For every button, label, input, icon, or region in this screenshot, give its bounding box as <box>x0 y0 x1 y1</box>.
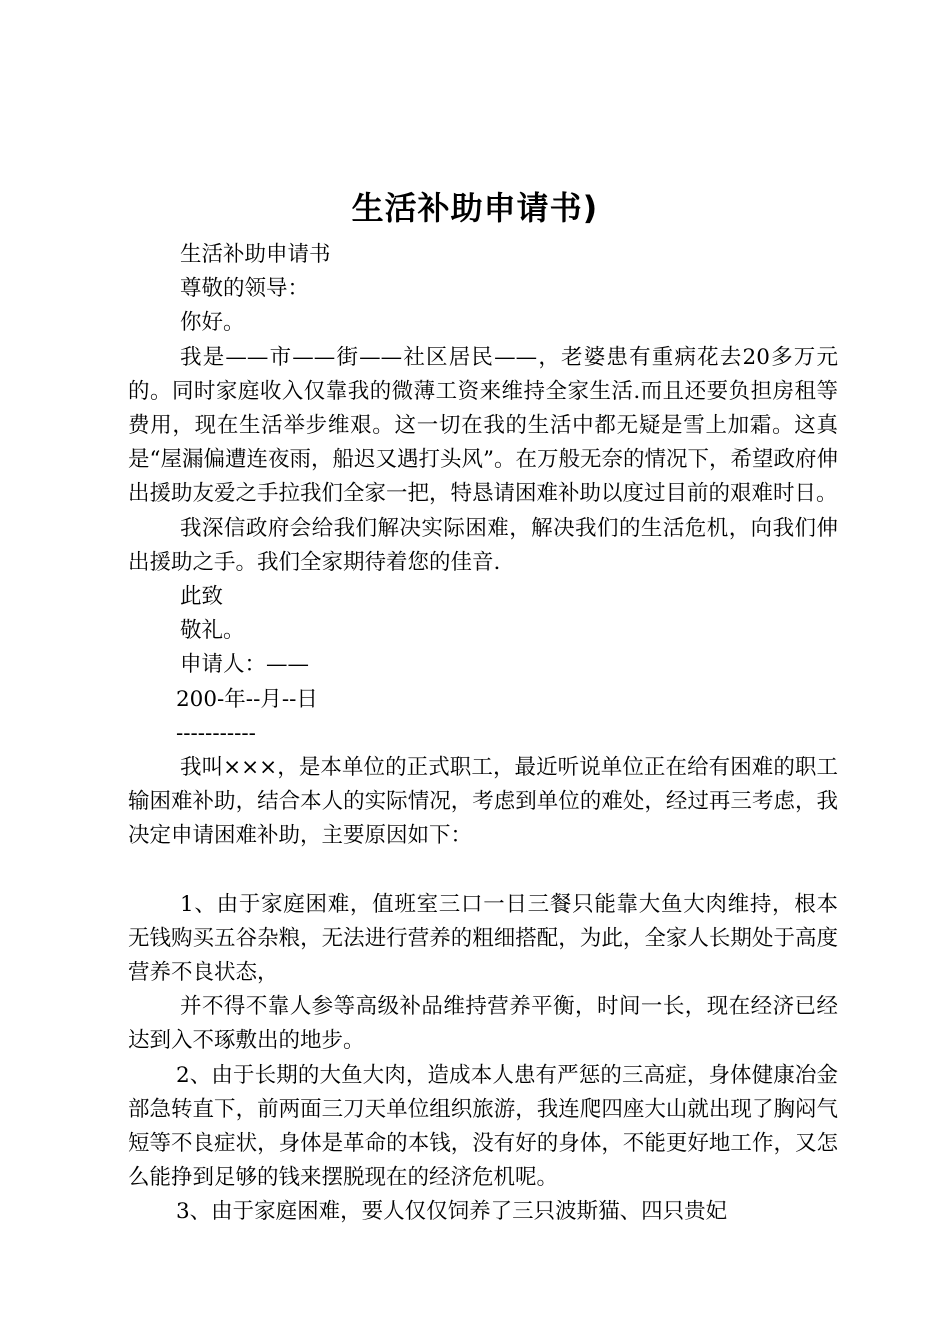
document-title: 生活补助申请书) <box>351 189 599 227</box>
paragraph-reason-2: 2、由于长期的大鱼大肉，造成本人患有严惩的三高症，身体健康冶金部急转直下，前两面三刀天单位组织旅游，我连爬四座大山就出现了胸闷气短等不良症状，身体是革命的本钱，没有好的身体，不能更好地工作，又怎么能挣到足够的钱来摆脱现在的经济危机呢。 <box>128 1062 838 1191</box>
paragraph-trust: 我深信政府会给我们解决实际困难，解决我们的生活危机，向我们伸出援助之手。我们全家期待着您的佳音. <box>128 515 838 575</box>
separator-line: ----------- <box>176 720 256 746</box>
applicant-line: 申请人：—— <box>180 652 310 678</box>
closing-line-2: 敬礼。 <box>180 618 245 644</box>
paragraph-situation: 我是——市——街——社区居民——，老婆患有重病花去20多万元的。同时家庭收入仅靠我的微薄工资来维持全家生活.而且还要负担房租等费用，现在生活举步维艰。这一切在我的生活中都无疑是雪上加霜。这真是“屋漏偏遭连夜雨，船迟又遇打头风”。在万般无奈的情况下，希望政府伸出援助友爱之手拉我们全家一把，特恳请困难补助以度过目前的艰难时日。 <box>128 344 838 507</box>
paragraph-reason-3: 3、由于家庭困难，要人仅仅饲养了三只波斯猫、四只贵妃 <box>176 1199 728 1225</box>
salutation-line: 尊敬的领导： <box>180 276 310 302</box>
closing-line-1: 此致 <box>180 584 224 610</box>
paragraph-intro: 我叫×××，是本单位的正式职工，最近听说单位正在给有困难的职工输困难补助，结合本人的实际情况，考虑到单位的难处，经过再三考虑，我决定申请困难补助，主要原因如下： <box>128 755 838 849</box>
paragraph-reason-1-cont: 并不得不靠人参等高级补品维持营养平衡，时间一长，现在经济已经达到入不琢敷出的地步。 <box>128 994 838 1054</box>
subtitle-line: 生活补助申请书 <box>180 242 331 267</box>
greeting-line: 你好。 <box>180 310 245 336</box>
paragraph-reason-1: 1、由于家庭困难，值班室三口一日三餐只能靠大鱼大肉维持，根本无钱购买五谷杂粮，无法进行营养的粗细搭配，为此，全家人长期处于高度营养不良状态， <box>128 891 838 986</box>
date-line: 200-年--月--日 <box>176 686 318 712</box>
document-body <box>128 238 838 1230</box>
blank-line <box>128 854 838 888</box>
